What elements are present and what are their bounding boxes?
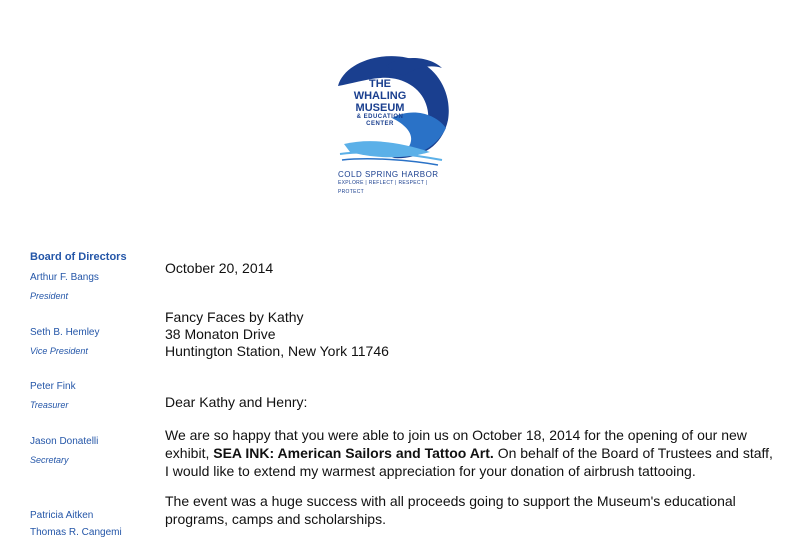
logo-wordmark: THE WHALING MUSEUM & EDUCATION CENTER [353, 78, 407, 127]
salutation: Dear Kathy and Henry: [165, 394, 308, 410]
board-member-name: Jason Donatelli [30, 436, 99, 447]
paragraph-2: The event was a huge success with all proceeds going to support the Museum's educational programs, camps and scholarships. [165, 493, 736, 527]
board-member-name: Patricia Aitken [30, 510, 94, 521]
recipient-street: 38 Monaton Drive [165, 326, 276, 342]
museum-logo [330, 48, 460, 193]
board-member-role: Vice President [30, 346, 88, 356]
exhibit-title: SEA INK: American Sailors and Tattoo Art. [213, 445, 494, 461]
logo-location: COLD SPRING HARBOR EXPLORE | REFLECT | RESPECT | PROTECT [338, 170, 439, 195]
recipient-city: Huntington Station, New York 11746 [165, 343, 389, 359]
board-member-role: Treasurer [30, 400, 69, 410]
board-member-role: Secretary [30, 455, 69, 465]
letter-date: October 20, 2014 [165, 260, 274, 276]
board-member-name: Arthur F. Bangs [30, 272, 99, 283]
recipient-name: Fancy Faces by Kathy [165, 309, 304, 325]
board-member-name: Thomas R. Cangemi [30, 527, 122, 538]
board-member-role: President [30, 291, 69, 301]
board-member-name: Peter Fink [30, 381, 76, 392]
board-member-name: Seth B. Hemley [30, 327, 100, 338]
paragraph-1: We are so happy that you were able to join us on October 18, 2014 for the opening of our new exhibit, SEA INK: American Sailors and Tattoo Art. On behalf of the Board of Trustees and staff, I would like to extend my warmest appreciation for your donation of airbrush tattooing. [165, 427, 773, 479]
board-heading: Board of Directors [30, 251, 127, 263]
